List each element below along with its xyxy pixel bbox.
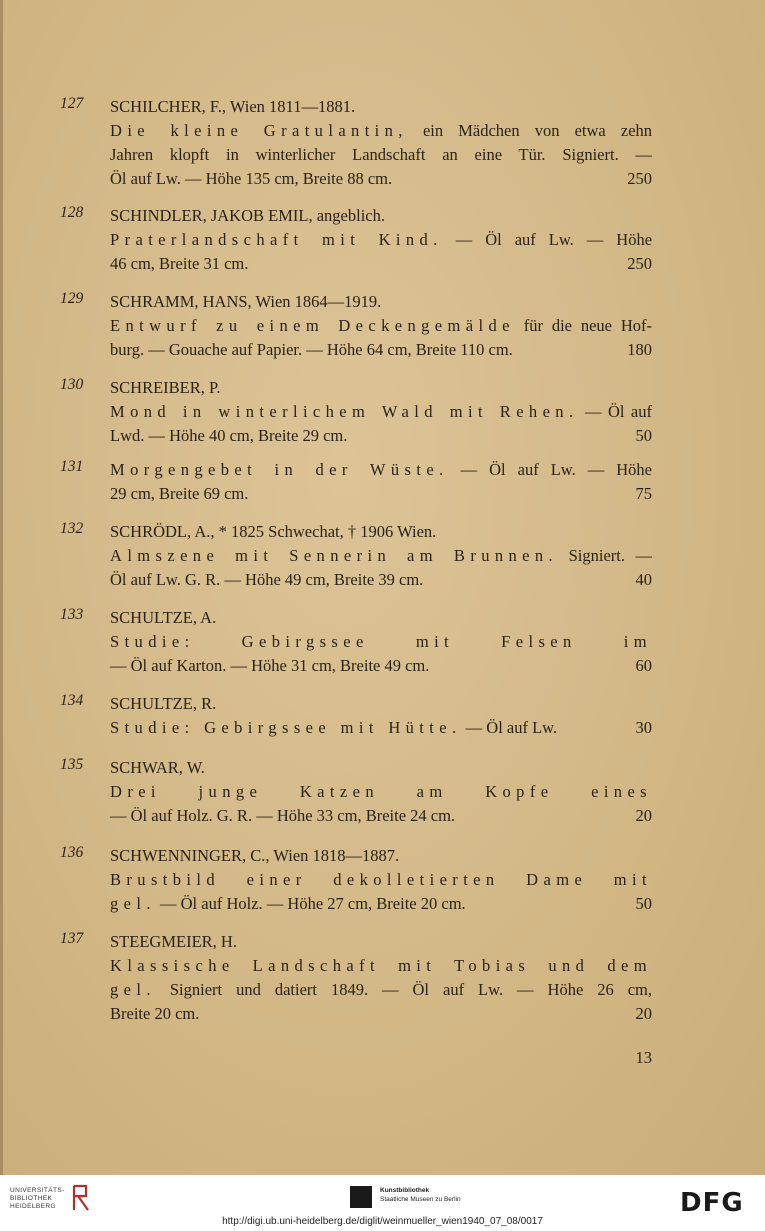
university-line: HEIDELBERG <box>10 1203 56 1210</box>
price: 250 <box>627 254 652 273</box>
entry-number: 130 <box>60 376 84 393</box>
entry-text: Jahren klopft in winterlicher Landschaft an eine Tür. Signiert. — <box>110 145 652 164</box>
entry-line <box>110 1002 652 1026</box>
entry-text: Breite 20 cm. <box>110 1004 200 1023</box>
artwork-title: gel. <box>110 894 156 913</box>
entry-text: SCHWAR, W. <box>110 758 205 777</box>
entry-text: — Öl auf Karton. — Höhe 31 cm, Breite 49 cm. <box>110 656 430 675</box>
entry-line <box>110 458 652 482</box>
price: 20 <box>635 806 652 825</box>
entry-line <box>110 482 652 506</box>
entry-line <box>110 290 652 314</box>
entry-text: SCHRAMM, HANS, Wien 1864—1919. <box>110 292 382 311</box>
entry-number: 128 <box>60 204 84 221</box>
artwork-title: gel. <box>110 980 156 999</box>
artwork-title: Drei junge Katzen am Kopfe eines <box>110 782 652 801</box>
entry-text: Öl auf Lw. — Höhe 135 cm, Breite 88 cm. <box>110 169 393 188</box>
entry-text: SCHINDLER, JAKOB EMIL, angeblich. <box>110 206 385 225</box>
entry-text: — Öl auf Lw. <box>465 718 558 737</box>
entry-line <box>110 204 652 228</box>
price: 60 <box>635 656 652 675</box>
entry-line <box>110 228 652 252</box>
entry-line <box>110 844 652 868</box>
entry-text: burg. — Gouache auf Papier. — Höhe 64 cm, Breite 110 cm. <box>110 340 513 359</box>
entry-text: SCHRÖDL, A., * 1825 Schwechat, † 1906 Wien. <box>110 522 437 541</box>
entry-text: STEEGMEIER, H. <box>110 932 237 951</box>
artwork-title: Morgengebet in der Wüste. <box>110 460 449 479</box>
entry-number: 134 <box>60 692 84 709</box>
library-name: Kunstbibliothek <box>380 1187 430 1194</box>
price: 250 <box>627 169 652 188</box>
entry-line <box>110 376 652 400</box>
price: 50 <box>635 426 652 445</box>
entry-line <box>110 119 652 143</box>
artwork-title: Entwurf zu einem Deckengemälde <box>110 316 515 335</box>
artwork-title: Studie: Gebirgssee mit Felsen im <box>110 632 652 651</box>
entry-number: 132 <box>60 520 84 537</box>
entry-text: Lwd. — Höhe 40 cm, Breite 29 cm. <box>110 426 348 445</box>
university-line: BIBLIOTHEK <box>10 1195 53 1202</box>
entry-line <box>110 606 652 630</box>
entry-text: — Öl auf Lw. — Höhe <box>460 460 652 479</box>
price: 40 <box>635 570 652 589</box>
footer <box>0 1175 765 1231</box>
price: 75 <box>635 484 652 503</box>
entry-line <box>110 804 652 828</box>
library-subtitle: Staatliche Museen zu Berlin <box>380 1196 461 1203</box>
entry-line <box>110 868 652 892</box>
university-logo-icon <box>70 1184 92 1212</box>
entry-line <box>110 252 652 276</box>
entry-text: SCHULTZE, R. <box>110 694 217 713</box>
source-url[interactable]: http://digi.ub.uni-heidelberg.de/diglit/weinmueller_wien1940_07_08/0017 <box>222 1216 543 1227</box>
entry-number: 135 <box>60 756 84 773</box>
entry-text: SCHWENNINGER, C., Wien 1818—1887. <box>110 846 400 865</box>
entry-text: Öl auf Lw. G. R. — Höhe 49 cm, Breite 39 cm. <box>110 570 424 589</box>
entry-text: 46 cm, Breite 31 cm. <box>110 254 249 273</box>
entry-line <box>110 424 652 448</box>
entry-number: 131 <box>60 458 84 475</box>
kunstbibliothek-label <box>380 1186 461 1204</box>
artwork-title: Praterlandschaft mit Kind. <box>110 230 443 249</box>
entry-text: ein Mädchen von etwa zehn <box>422 121 652 140</box>
entry-number: 136 <box>60 844 84 861</box>
entry-number: 129 <box>60 290 84 307</box>
entry-line <box>110 314 652 338</box>
entry-line <box>110 630 652 654</box>
price: 50 <box>635 894 652 913</box>
entry-line <box>110 654 652 678</box>
entry-line <box>110 95 652 119</box>
entry-text: SCHREIBER, P. <box>110 378 221 397</box>
entry-text: für die neue Hof- <box>523 316 652 335</box>
price: 20 <box>635 1004 652 1023</box>
price: 30 <box>635 718 652 737</box>
dfg-logo: DFG <box>680 1188 744 1218</box>
entry-text: — Öl auf Lw. — Höhe <box>455 230 652 249</box>
entry-number: 127 <box>60 95 84 112</box>
kunstbibliothek-logo-icon <box>350 1186 372 1208</box>
price: 180 <box>627 340 652 359</box>
artwork-title: Die kleine Gratulantin, <box>110 121 408 140</box>
entry-line <box>110 338 652 362</box>
entry-text: — Öl auf Holz. G. R. — Höhe 33 cm, Breite 24 cm. <box>110 806 456 825</box>
artwork-title: Mond in winterlichem Wald mit Rehen. <box>110 402 579 421</box>
entry-line <box>110 930 652 954</box>
entry-line <box>110 143 652 167</box>
artwork-title: Studie: Gebirgssee mit Hütte. <box>110 718 462 737</box>
entry-line <box>110 692 652 716</box>
entry-text: SCHILCHER, F., Wien 1811—1881. <box>110 97 356 116</box>
entry-number: 137 <box>60 930 84 947</box>
university-library-label <box>10 1187 65 1211</box>
artwork-title: Almszene mit Sennerin am Brunnen. <box>110 546 559 565</box>
page-edge <box>0 0 3 1175</box>
entry-text: Signiert und datiert 1849. — Öl auf Lw. — Höhe 26 cm, <box>169 980 652 999</box>
entry-text: — Öl auf <box>584 402 652 421</box>
entry-line <box>110 892 652 916</box>
artwork-title: Brustbild einer dekolletierten Dame mit <box>110 870 652 889</box>
page-number: 13 <box>635 1048 652 1067</box>
entry-line <box>110 167 652 191</box>
entry-text: SCHULTZE, A. <box>110 608 217 627</box>
artwork-title: Klassische Landschaft mit Tobias und dem <box>110 956 652 975</box>
entry-number: 133 <box>60 606 84 623</box>
entry-line <box>110 780 652 804</box>
entry-line <box>110 978 652 1002</box>
entry-line <box>110 954 652 978</box>
entry-text: — Öl auf Holz. — Höhe 27 cm, Breite 20 cm. <box>160 894 466 913</box>
entry-line <box>110 568 652 592</box>
entry-line <box>110 400 652 424</box>
entry-line <box>110 520 652 544</box>
entry-text: 29 cm, Breite 69 cm. <box>110 484 249 503</box>
entry-text: Signiert. — <box>568 546 652 565</box>
entry-line <box>110 756 652 780</box>
university-line: UNIVERSITÄTS- <box>10 1187 65 1194</box>
entry-line <box>110 544 652 568</box>
entry-line <box>110 716 652 740</box>
